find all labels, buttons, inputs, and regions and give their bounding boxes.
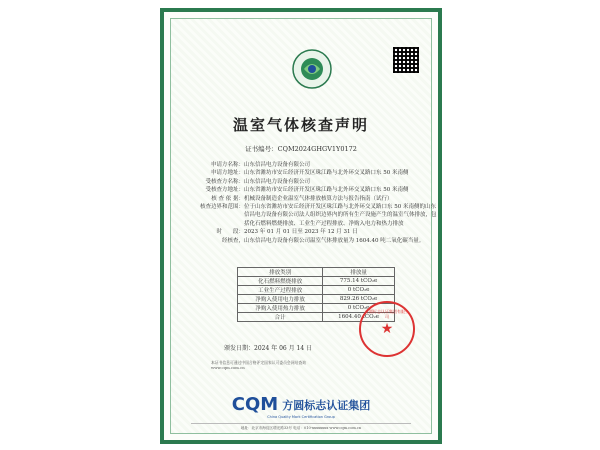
field-label: 核查边界和范围： <box>199 204 244 211</box>
seal-text: 方圆标志认证集团有限公司 <box>365 309 409 319</box>
field-value: 2023 年 01 月 01 日至 2023 年 12 月 31 日 <box>244 229 358 236</box>
org-name-en: China Quality Mark Certification Group <box>267 415 335 419</box>
issue-value: 2024 年 06 月 14 日 <box>254 345 313 352</box>
field-label: 时 段： <box>216 229 244 236</box>
footer-line: 地址：北京市海淀区增光路33号 电话：010-xxxxxxxx www.cqm.com.cn <box>191 423 411 431</box>
table-cell: 0 tCO₂e <box>323 286 395 295</box>
field-row <box>197 203 437 228</box>
field-row <box>197 186 437 194</box>
table-cell: 775.14 tCO₂e <box>323 277 395 286</box>
cert-no-label: 证书编号： <box>245 145 278 153</box>
field-label: 申请方名称： <box>210 162 244 168</box>
field-value: 山东信昌电力设备有限公司 <box>244 178 311 185</box>
field-row <box>197 178 437 186</box>
field-label: 经核查， <box>221 237 244 244</box>
field-value: 位于山东省潍坊市安丘经济开发区珠江路与北外环交叉路口东 50 米南侧的山东信昌电力设备有限公司法人组织边界内的所有生产设施产生的温室气体排放，包括化石燃料燃烧排放、工业生产过程排放、净购入电力和热力排放 <box>244 204 437 227</box>
field-row <box>197 237 437 245</box>
cert-no-value: CQM2024GHGV1Y0172 <box>277 145 357 153</box>
seal-star: ★ <box>380 321 394 337</box>
table-cell: 1604.40 tCO₂e <box>323 313 395 322</box>
table-row <box>238 277 395 286</box>
certificate <box>160 8 442 444</box>
table-cell: 829.26 tCO₂e <box>323 295 395 304</box>
field-row <box>197 195 437 203</box>
org-logo <box>171 394 431 419</box>
table-cell: 净购入使用热力排放 <box>238 304 323 313</box>
field-row <box>197 161 437 169</box>
table-cell: 净购入使用电力排放 <box>238 295 323 304</box>
field-value: 山东省潍坊市安丘经济开发区珠江路与北外环交叉路口东 50 米南侧 <box>244 170 409 177</box>
certificate-fields <box>197 161 437 245</box>
org-name-cn: 方圆标志认证集团 <box>282 398 371 412</box>
field-label: 受核查方地址： <box>205 187 244 194</box>
field-value: 山东信昌电力设备有限公司温室气体排放量为 1604.40 吨二氧化碳当量。 <box>244 237 425 244</box>
table-header-row <box>238 268 395 277</box>
table-row <box>238 286 395 295</box>
certificate-title: 温室气体核查声明 <box>232 116 369 134</box>
certificate-inner <box>170 18 437 434</box>
field-row <box>197 228 437 236</box>
seal-star-icon <box>359 301 415 357</box>
table-row <box>238 295 395 304</box>
issue-date <box>224 343 312 352</box>
issue-label: 颁发日期： <box>224 345 255 352</box>
certificate-number <box>171 144 431 153</box>
field-row <box>197 169 437 177</box>
ghg-globe-icon <box>292 49 332 89</box>
field-label: 核 查 依 据： <box>211 195 244 202</box>
table-header: 排放量 <box>323 268 395 277</box>
field-label: 申请方地址： <box>210 170 244 177</box>
qr-code-icon <box>393 47 419 73</box>
table-cell: 0 tCO₂e <box>323 304 395 313</box>
verification-note: 本证书信息可通过中国合格评定国家认可委员会网站查询 www.cqm.com.cn <box>211 360 306 370</box>
field-value: 山东省潍坊市安丘经济开发区珠江路与北外环交叉路口东 50 米南侧 <box>244 187 409 194</box>
field-value: 机械设备制造企业温室气体排放核算方法与报告指南（试行） <box>244 195 393 202</box>
table-cell: 工业生产过程排放 <box>238 286 323 295</box>
table-cell: 合计 <box>238 313 323 322</box>
field-label: 受核查方名称： <box>205 178 244 185</box>
cqm-logo: CQM <box>231 394 279 415</box>
table-header: 排放类别 <box>238 268 323 277</box>
table-cell: 化石燃料燃烧排放 <box>238 277 323 286</box>
field-value: 山东信昌电力设备有限公司 <box>244 162 311 168</box>
